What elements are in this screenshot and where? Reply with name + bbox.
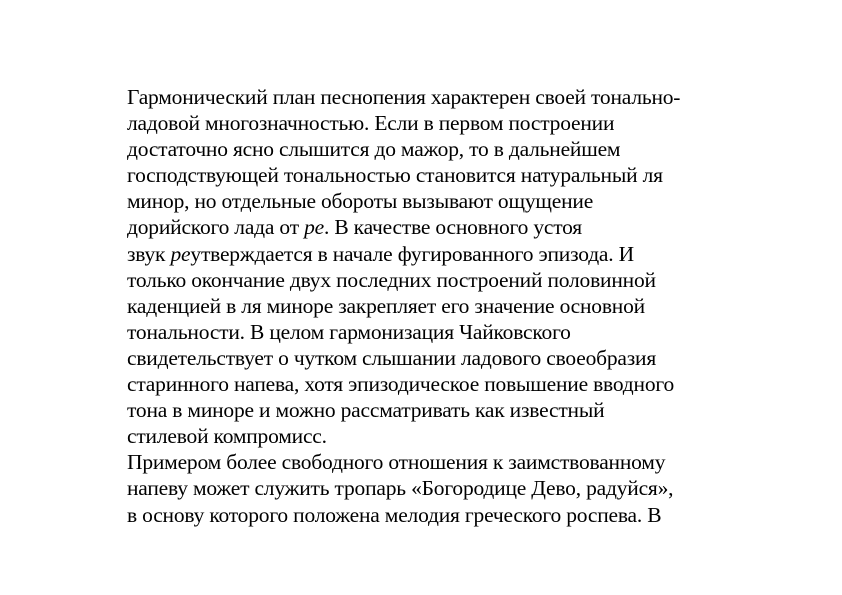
text-line-11: свидетельствует о чутком слышании ладового своеобразия	[127, 345, 657, 370]
text-line-6-pre: дорийского лада от	[127, 215, 305, 240]
body-text	[127, 84, 727, 528]
text-line-13: тона в миноре и можно рассматривать как известный	[127, 398, 605, 423]
text-line-4: господствующей тональностью становится натуральный ля	[127, 163, 663, 188]
text-line-15: Примером более свободного отношения к заимствованному	[127, 450, 666, 475]
text-line-7-pre: звук	[127, 241, 171, 266]
text-line-3: достаточно ясно слышится до мажор, то в дальнейшем	[127, 137, 621, 162]
text-line-7-post: утверждается в начале фугированного эпизода. И	[190, 241, 634, 266]
text-line-7	[127, 241, 727, 267]
text-line-2: ладовой многозначностью. Если в первом построении	[127, 111, 615, 136]
text-line-12: старинного напева, хотя эпизодическое повышение вводного	[127, 372, 675, 397]
text-line-14: стилевой компромисс.	[127, 424, 327, 449]
text-line-6-post: . В качестве основного устоя	[323, 215, 582, 240]
text-line-8: только окончание двух последних построений половинной	[127, 267, 656, 292]
text-line-10: тональности. В целом гармонизация Чайковского	[127, 319, 571, 344]
text-line-1: Гармонический план песнопения характерен своей тонально-	[127, 85, 681, 109]
text-line-17: в основу которого положена мелодия греческого роспева. В	[127, 502, 662, 527]
text-line-6	[127, 214, 727, 240]
text-line-16: напеву может служить тропарь «Богородице Дево, радуйся»,	[127, 476, 674, 501]
text-line-9: каденцией в ля миноре закрепляет его значение основной	[127, 293, 645, 318]
italic-note-re-2: ре	[170, 241, 191, 266]
text-line-5: минор, но отдельные обороты вызывают ощущение	[127, 189, 594, 214]
italic-note-re: ре	[304, 215, 324, 240]
